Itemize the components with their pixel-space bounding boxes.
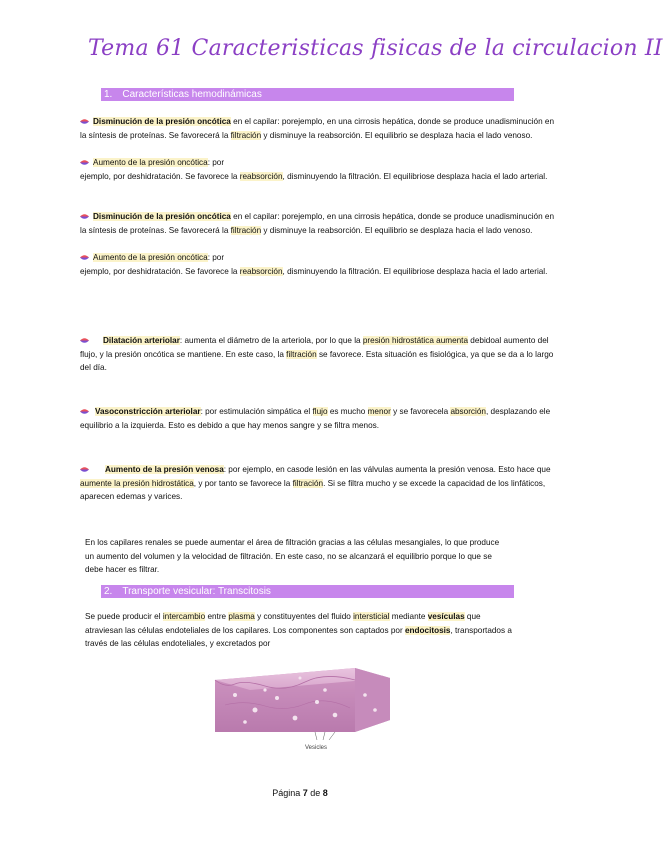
- paragraph-oncotic-decrease-1: Disminución de la presión oncótica en el capilar: porejemplo, en una cirrosis hepática, donde se produce unadisminución en la síntesis de proteínas. Se favorecerá la filtración y disminuye la reabsorción. El equilibrio se desplaza hacia el lado venoso.: [80, 117, 555, 140]
- page-number: 7: [302, 788, 308, 798]
- section-label: Transporte vesicular: Transcitosis: [122, 586, 271, 597]
- bullet-icon: [80, 118, 89, 125]
- bullet-icon: [80, 466, 89, 473]
- page-title: Tema 61 Caracteristicas fisicas de la circulacion II: [88, 36, 663, 61]
- page-footer: Página 7 de 8: [272, 788, 328, 798]
- bullet-icon: [80, 408, 89, 415]
- page-total: 8: [322, 788, 328, 798]
- paragraph-oncotic-increase-2: Aumento de la presión oncótica: por ejemplo, por deshidratación. Se favorece la reabsorción, disminuyendo la filtración. El equilibriose desplaza hacia el lado arterial.: [80, 253, 548, 276]
- figure-label: Vesicles: [305, 745, 328, 751]
- bullet-icon: [80, 337, 89, 344]
- paragraph-arteriolar-dilation: Dilatación arteriolar: aumenta el diámetro de la arteriola, por lo que la presión hidrostática aumenta debidoal aumento del flujo, y la presión oncótica se mantiene. En este caso, la filtración se favorece. Esta situación es fisiológica, ya que se da a lo largo del día.: [80, 336, 554, 373]
- section-label: Características hemodinámicas: [122, 89, 262, 100]
- section-number: 1.: [104, 89, 113, 100]
- paragraph-renal-capillaries: En los capilares renales se puede aumentar el área de filtración gracias a las células mesangiales, lo que produce un aumento del volumen y la velocidad de filtración. En este caso, no se alcanzará el equilibrio porque lo que se debe hacer es filtrar.: [85, 538, 500, 575]
- section-number: 2.: [104, 586, 113, 597]
- endothelial-tissue-figure: [205, 660, 395, 755]
- bullet-icon: [80, 213, 89, 220]
- paragraph-arteriolar-constriction: Vasoconstricción arteriolar: por estimulación simpática el flujo es mucho menor y se favorecela absorción, desplazando ele equilibrio a la izquierda. Esto es debido a que hay menos sangre y se filtra menos.: [80, 407, 551, 430]
- paragraph-venous-pressure: Aumento de la presión venosa: por ejemplo, en casode lesión en las válvulas aumenta la presión venosa. Esto hace que aumente la presión hidrostática, y por tanto se favorece la filtración. Si se filtra mucho y se excede la capacidad de los linfáticos, aparecen edemas y varices.: [80, 465, 551, 502]
- paragraph-transcytosis: Se puede producir el intercambio entre plasma y constituyentes del fluido intersticial mediante vesículas que atraviesan las células endoteliales de los capilares. Los componentes son captados por endocitosis, transportados a través de las células endoteliales, y excretados por: [85, 612, 512, 649]
- paragraph-oncotic-decrease-2: Disminución de la presión oncótica en el capilar: porejemplo, en una cirrosis hepática, donde se produce unadisminución en la síntesis de proteínas. Se favorecerá la filtración y disminuye la reabsorción. El equilibrio se desplaza hacia el lado venoso.: [80, 212, 555, 235]
- bullet-icon: [80, 254, 89, 261]
- bullet-icon: [80, 159, 89, 166]
- section-heading-1: [101, 88, 514, 101]
- paragraph-oncotic-increase-1: Aumento de la presión oncótica: por ejemplo, por deshidratación. Se favorece la reabsorción, disminuyendo la filtración. El equilibriose desplaza hacia el lado arterial.: [80, 158, 548, 181]
- section-heading-2: [101, 585, 514, 598]
